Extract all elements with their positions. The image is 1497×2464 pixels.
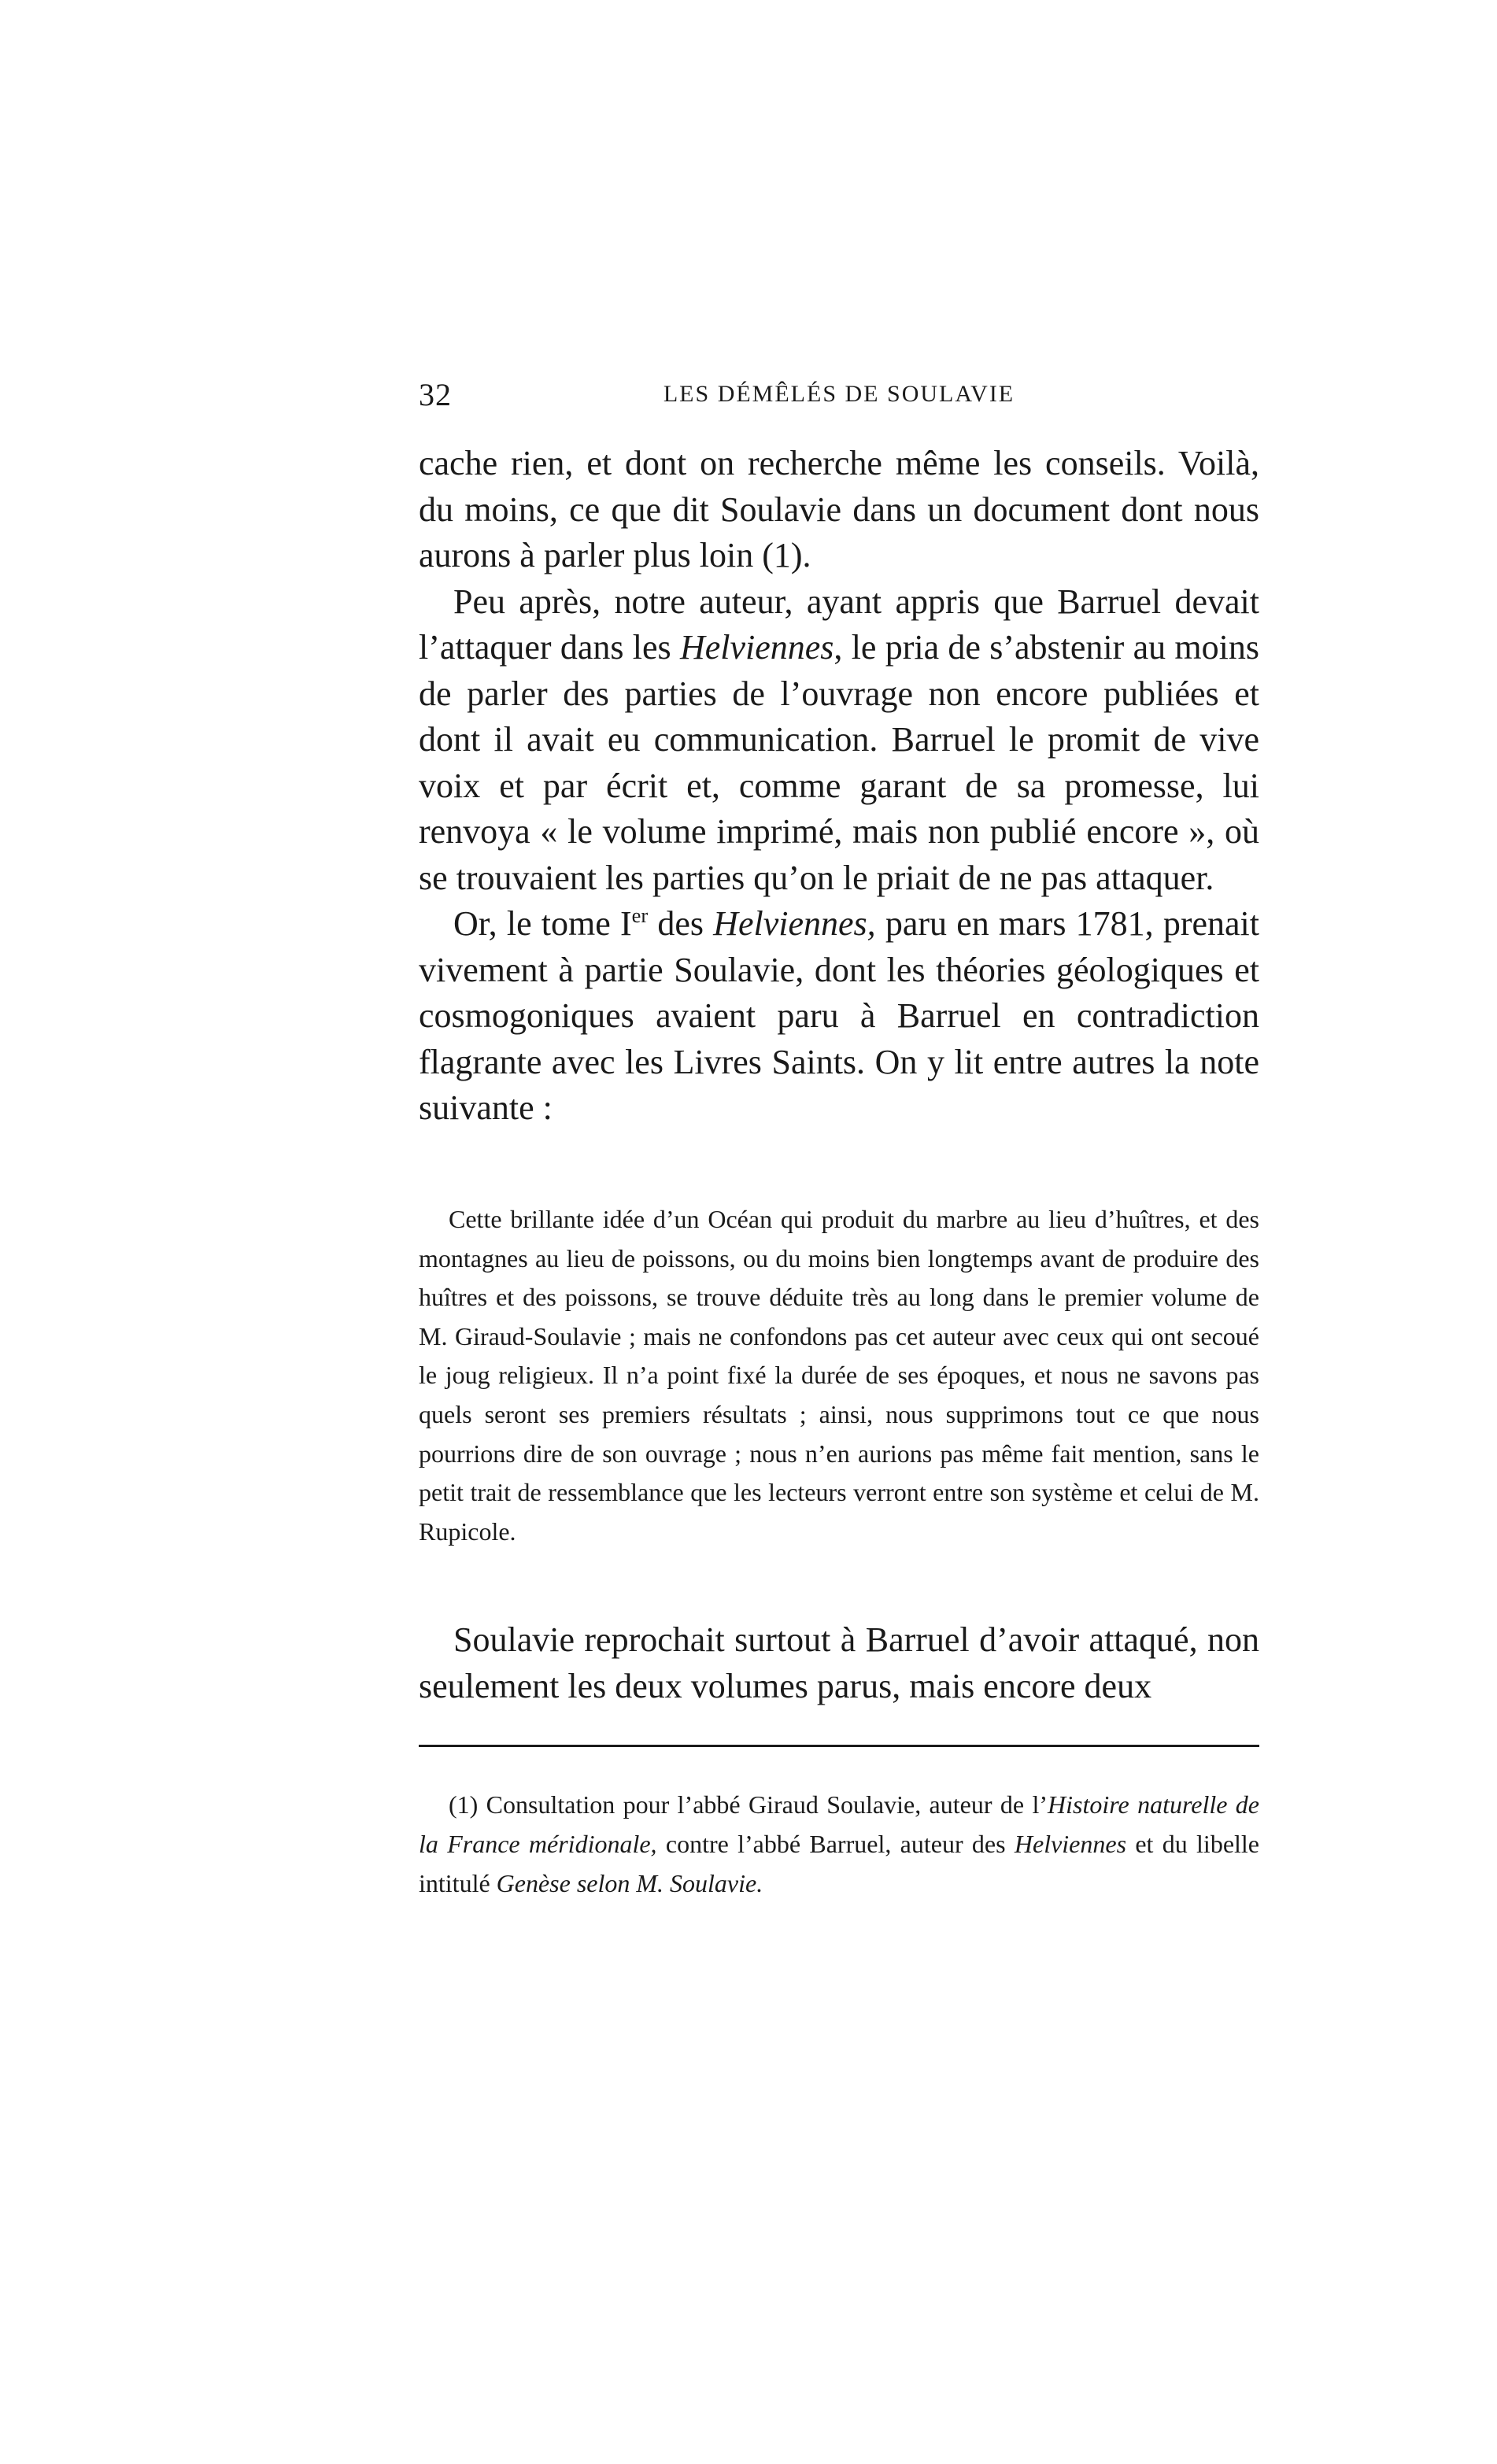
page-number: 32 xyxy=(419,377,452,412)
paragraph-continuation: cache rien, et dont on recherche même les conseils. Voilà, du moins, ce que dit Soulavie dans un document dont nous aurons à parler plus loin (1). xyxy=(419,444,1259,574)
text-run: Or, le tome I xyxy=(453,904,632,943)
paragraph xyxy=(419,901,1259,1132)
main-text-continued xyxy=(419,1617,1259,1709)
footnote xyxy=(419,1785,1259,1903)
footnote-text xyxy=(419,1785,1259,1903)
main-text xyxy=(419,441,1259,1132)
book-title: Helviennes xyxy=(1014,1830,1127,1858)
paragraph xyxy=(419,579,1259,902)
book-title: Helviennes xyxy=(679,628,834,667)
block-quote xyxy=(419,1200,1259,1551)
text-run: contre l’abbé Barruel, auteur des xyxy=(656,1830,1015,1858)
text-run: (1) Consultation pour l’abbé Giraud Soulavie, auteur de l’ xyxy=(449,1790,1048,1819)
running-title: LES DÉMÊLÉS DE SOULAVIE xyxy=(663,381,1015,407)
paragraph: Soulavie reprochait surtout à Barruel d’avoir attaqué, non seulement les deux volumes parus, mais encore deux xyxy=(419,1620,1259,1705)
text-run: paru en mars 1781, prenait vivement à partie Soulavie, dont les théories géologiques et cosmogoniques avaient paru à Barruel en contradiction flagrante avec les Livres Saints. On y lit entre autres la note suivante : xyxy=(419,904,1259,1127)
book-title: Helviennes, xyxy=(713,904,876,943)
text-run: et du libelle intitulé xyxy=(419,1830,1260,1897)
text-run: des xyxy=(648,904,714,943)
text-run: , le pria de s’abstenir au moins de parler des parties de l’ouvrage non encore publiées et dont il avait eu communication. Barruel le promit de vive voix et par écrit et, comme garant de sa promesse, lui renvoya « le volume imprimé, mais non publié encore », où se trouvaient les parties qu’on le priait de ne pas attaquer. xyxy=(419,628,1259,897)
book-title: Histoire naturelle de la France méridionale, xyxy=(419,1790,1260,1858)
page-header xyxy=(419,376,1259,423)
quote-text: Cette brillante idée d’un Océan qui produit du marbre au lieu d’huîtres, et des montagnes au lieu de poissons, ou du moins bien longtemps avant de produire des huîtres et des poissons, se trouve déduite très au long dans le premier volume de M. Giraud-Soulavie ; mais ne confondons pas cet auteur avec ceux qui ont secoué le joug religieux. Il n’a point fixé la durée de ses époques, et nous ne savons pas quels seront ses premiers résultats ; ainsi, nous supprimons tout ce que nous pourrions dire de son ouvrage ; nous n’en aurions pas même fait mention, sans le petit trait de ressemblance que les lecteurs verront entre son système et celui de M. Rupicole. xyxy=(419,1205,1259,1546)
superscript: er xyxy=(631,903,649,928)
footnote-divider xyxy=(419,1745,1259,1747)
text-run: Peu après, notre auteur, ayant appris que Barruel devait l’attaquer dans les xyxy=(419,582,1259,667)
book-title: Genèse selon M. Soulavie. xyxy=(496,1869,763,1897)
